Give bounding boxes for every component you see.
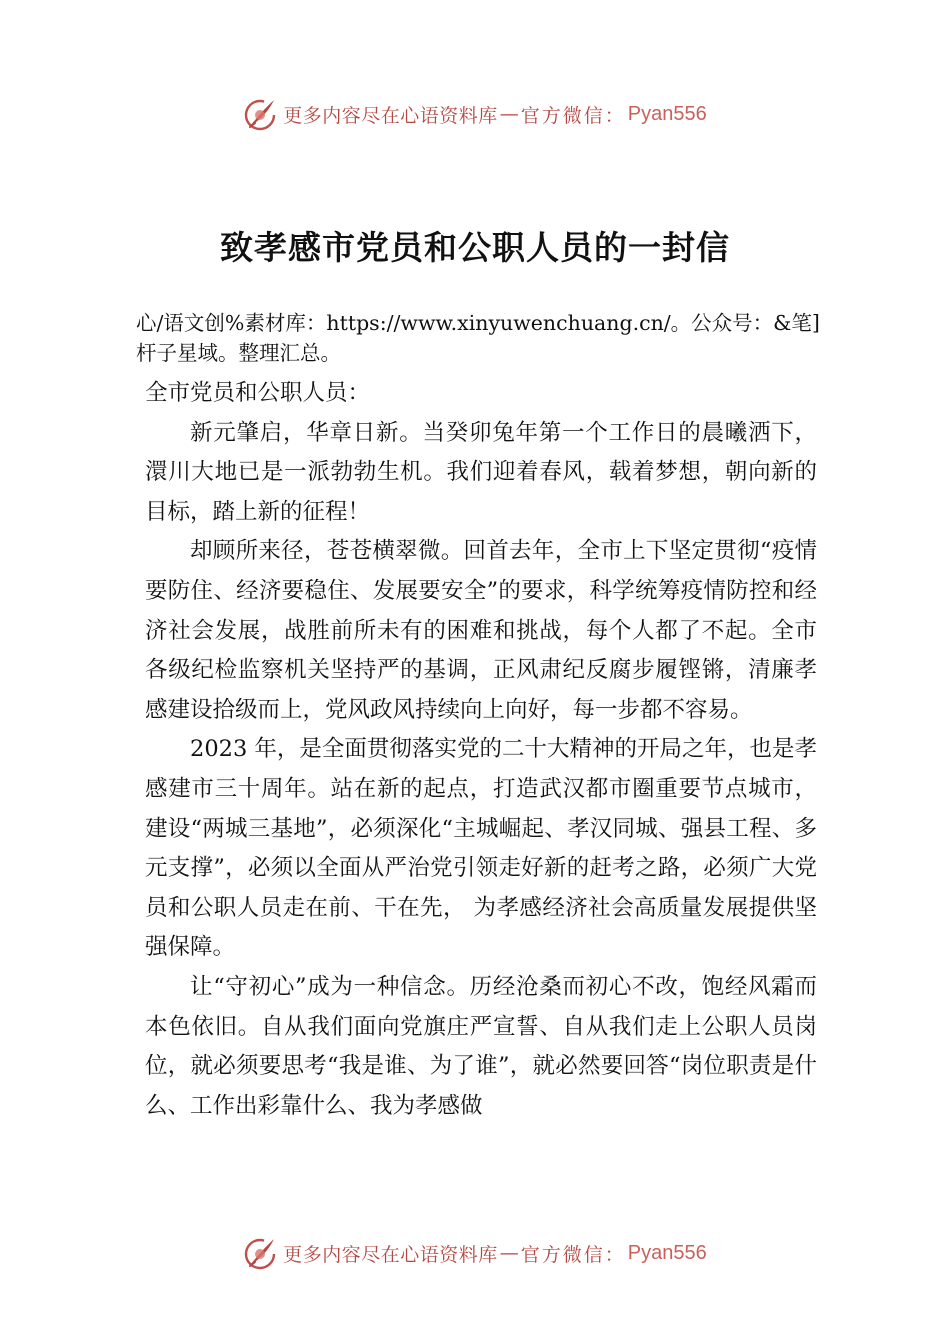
paragraph-3: 2023 年，是全面贯彻落实党的二十大精神的开局之年，也是孝感建市三十周年。站在新的起点，打造武汉都市圈重要节点城市，建设“两城三基地”，必须深化“主城崛起、孝汉同城、强县工程、多元支撑”，必须以全面从严治党引领走好新的赶考之路，必须广大党员和公职人员走在前、干在先， 为孝感经济社会高质量发展提供坚强保障。: [145, 736, 817, 961]
banner-separator: —: [499, 1242, 519, 1264]
banner-site-text: 更多内容尽在心语资料库: [283, 104, 498, 127]
quill-pen-seal-icon: [243, 1235, 279, 1271]
banner-separator: —: [499, 103, 519, 125]
document-title: 致孝感市党员和公职人员的一封信: [220, 228, 730, 267]
quill-pen-seal-icon: [243, 96, 279, 132]
banner-site-text: 更多内容尽在心语资料库: [283, 1243, 498, 1266]
paragraph-1: 新元肇启，华章日新。当癸卯兔年第一个工作日的晨曦洒下，澴川大地已是一派勃勃生机。我们迎着春风，载着梦想，朝向新的目标，踏上新的征程！: [145, 419, 817, 525]
banner-wechat-label: 官方微信：: [520, 1243, 626, 1266]
letter-body: [145, 374, 817, 1126]
paragraph-4: 让“守初心”成为一种信念。历经沧桑而初心不改，饱经风霜而本色依旧。自从我们面向党旗庄严宣誓、自从我们走上公职人员岗位，就必须要思考“我是谁、为了谁”，就必然要回答“岗位职责是什么、工作出彩靠什么、我为孝感做: [145, 973, 817, 1119]
banner-wechat-id: Pyan556: [627, 1241, 707, 1264]
header-banner: [0, 92, 950, 136]
paragraph-2: 却顾所来径，苍苍横翠微。回首去年，全市上下坚定贯彻“疫情要防住、经济要稳住、发展要安全”的要求，科学统筹疫情防控和经济社会发展，战胜前所未有的困难和挑战，每个人都了不起。全市各级纪检监察机关坚持严的基调，正风肃纪反腐步履铿锵，清廉孝感建设拾级而上，党风政风持续向上向好，每一步都不容易。: [145, 538, 817, 723]
banner-wechat-id: Pyan556: [627, 102, 707, 125]
source-note: 心/语文创%素材库：https://www.xinyuwenchuang.cn/。公众号：&笔]杆子星域。整理汇总。: [136, 311, 820, 365]
salutation: 全市党员和公职人员：: [145, 380, 371, 406]
footer-banner: [0, 1231, 950, 1275]
banner-wechat-label: 官方微信：: [520, 104, 626, 127]
